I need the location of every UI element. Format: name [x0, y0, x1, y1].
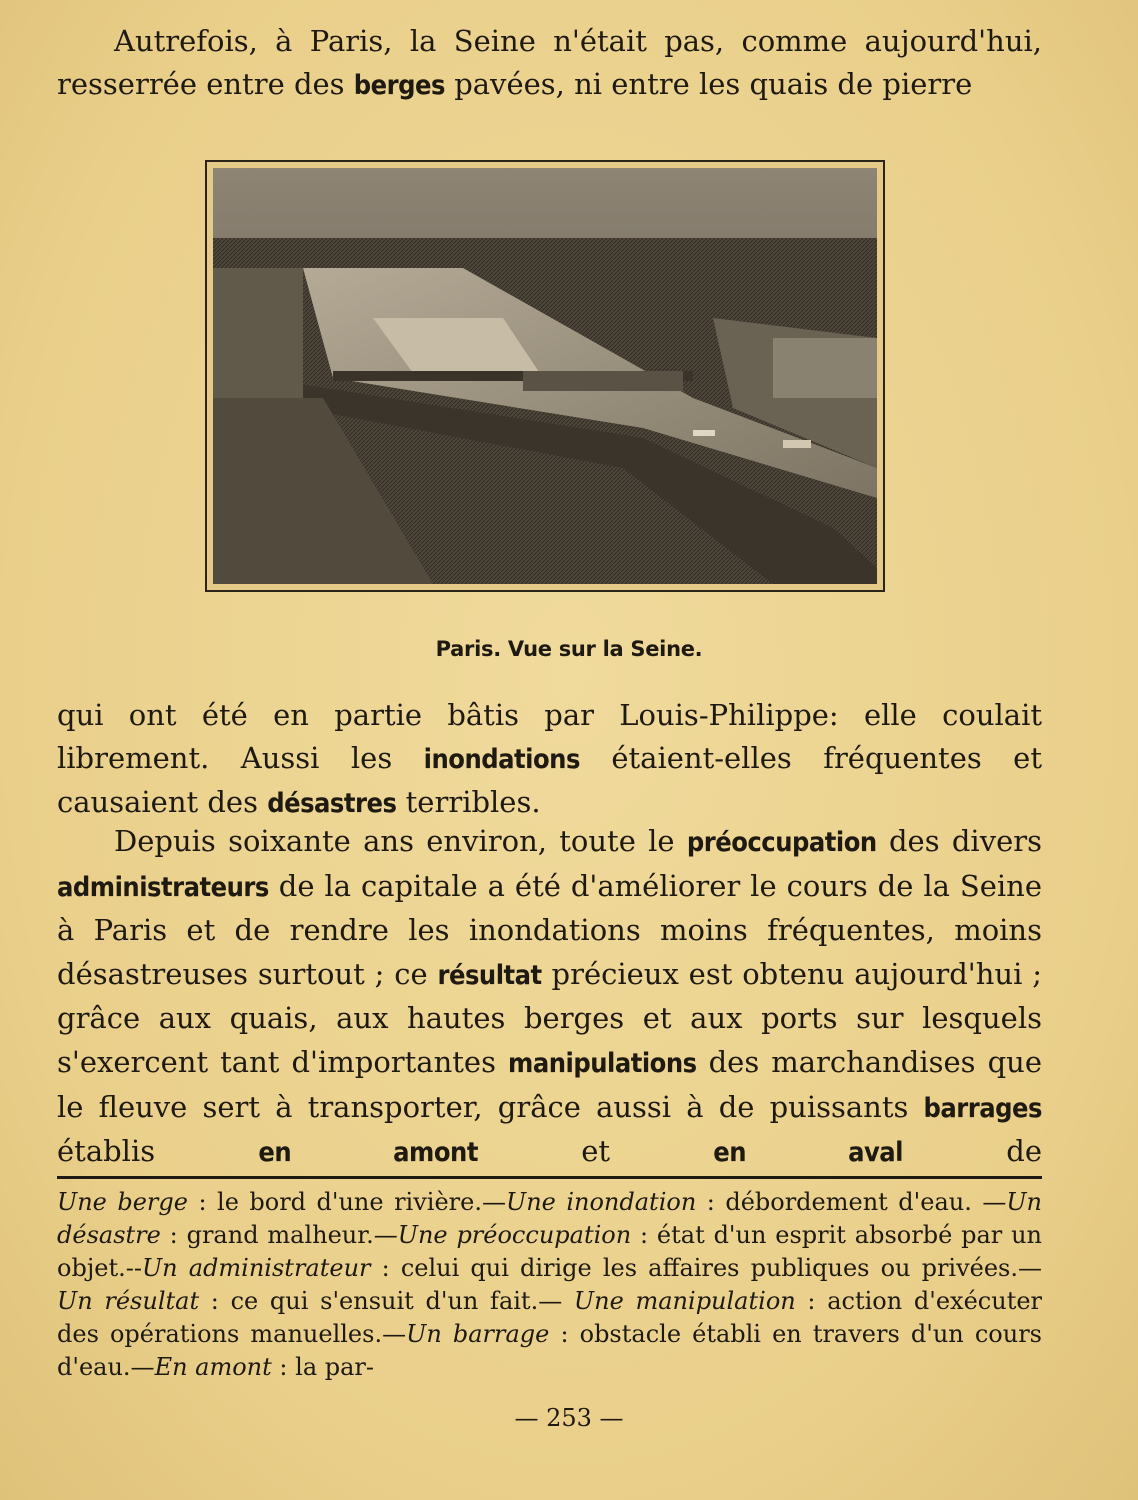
glossary-term: Un désastre: [57, 1188, 1042, 1249]
text-span: pavées, ni entre les quais de pierre: [444, 67, 973, 101]
glossary-definition: : la par-: [271, 1353, 375, 1381]
text-span: causaient des: [57, 785, 268, 819]
page-number: — 253 —: [514, 1404, 624, 1432]
engraving-image: [213, 168, 877, 584]
paragraph-1-line1: [57, 694, 1042, 738]
text-span: qui ont été en partie bâtis par Louis-Philippe: elle coulait: [57, 698, 1042, 732]
bold-term-en-amont: en amont: [258, 1137, 478, 1169]
bold-term-en-aval: en aval: [713, 1137, 903, 1169]
glossary-term: Une préoccupation: [397, 1221, 632, 1249]
glossary-definition: : obstacle établi en travers d'un cours d'eau.—: [57, 1320, 1042, 1381]
glossary-definition: : celui qui dirige les affaires publiques ou privées.—: [370, 1254, 1042, 1282]
glossary-term: Un résultat: [57, 1287, 200, 1315]
photo-paris-seine: [213, 168, 877, 584]
figure-caption: Paris. Vue sur la Seine.: [435, 637, 703, 661]
text-span: et: [477, 1134, 714, 1169]
paragraph-intro-line2: [57, 63, 1042, 108]
text-span: étaient-elles fréquentes et: [579, 741, 1042, 775]
glossary-definition: : état d'un esprit absorbé par un objet.--: [57, 1221, 1042, 1282]
bold-term-berges: berges: [353, 70, 445, 101]
glossary-term: Une manipulation: [573, 1287, 796, 1315]
glossary-definition: : ce qui s'ensuit d'un fait.—: [199, 1287, 574, 1315]
bold-term-administrateurs: administrateurs: [57, 871, 269, 903]
bold-term-preoccupation: préoccupation: [686, 827, 877, 858]
text-span: Autrefois, à Paris, la Seine n'était pas, comme aujourd'hui,: [114, 24, 1042, 58]
bold-term-inondations: inondations: [423, 744, 580, 775]
text-span: de: [903, 1134, 1042, 1169]
text-span: des divers: [876, 824, 1042, 858]
glossary-definition: : grand malheur.—: [160, 1221, 398, 1249]
text-span: resserrée entre des: [57, 67, 354, 101]
footnote-divider: [57, 1176, 1042, 1179]
glossary-term: Une berge: [57, 1188, 188, 1216]
paragraph-2: [57, 820, 1042, 1172]
paragraph-intro: [57, 20, 1042, 64]
bold-term-resultat: résultat: [437, 959, 542, 991]
text-span: de la capitale a été d'améliorer le cours de la Seine à Paris et de rendre les inondations moins fréquentes, moins désastreuses surtout ; ce: [57, 868, 1042, 991]
bold-term-desastres: désastres: [267, 788, 397, 819]
text-span: établis: [57, 1134, 259, 1169]
paragraph-1-line3: [57, 781, 1042, 826]
text-span: précieux est obtenu aujourd'hui ; grâce aux quais, aux hautes berges et aux ports sur lesquels s'exercent tant d'importantes: [57, 956, 1042, 1079]
text-span: terribles.: [396, 785, 541, 819]
glossary-term: Un barrage: [406, 1320, 550, 1348]
glossary-definition: : le bord d'une rivière.—: [187, 1188, 506, 1216]
glossary-term: Une inondation: [505, 1188, 697, 1216]
glossary-term: Un administrateur: [141, 1254, 371, 1282]
glossary-definition: : action d'exécuter des opérations manuelles.—: [57, 1287, 1042, 1348]
glossary-term: En amont: [154, 1353, 272, 1381]
paragraph-1-line2: [57, 737, 1042, 782]
bold-term-barrages: barrages: [923, 1092, 1042, 1124]
text-span: librement. Aussi les: [57, 741, 424, 775]
bold-term-manipulations: manipulations: [508, 1047, 697, 1079]
text-span: Depuis soixante ans environ, toute le: [114, 824, 687, 858]
glossary-definition: : débordement d'eau. —: [696, 1188, 1007, 1216]
text-span: des marchandises que le fleuve sert à transporter, grâce aussi à de puissants: [57, 1044, 1042, 1124]
footnotes-glossary: [57, 1186, 1042, 1386]
figure-photo-seine: [205, 160, 885, 592]
